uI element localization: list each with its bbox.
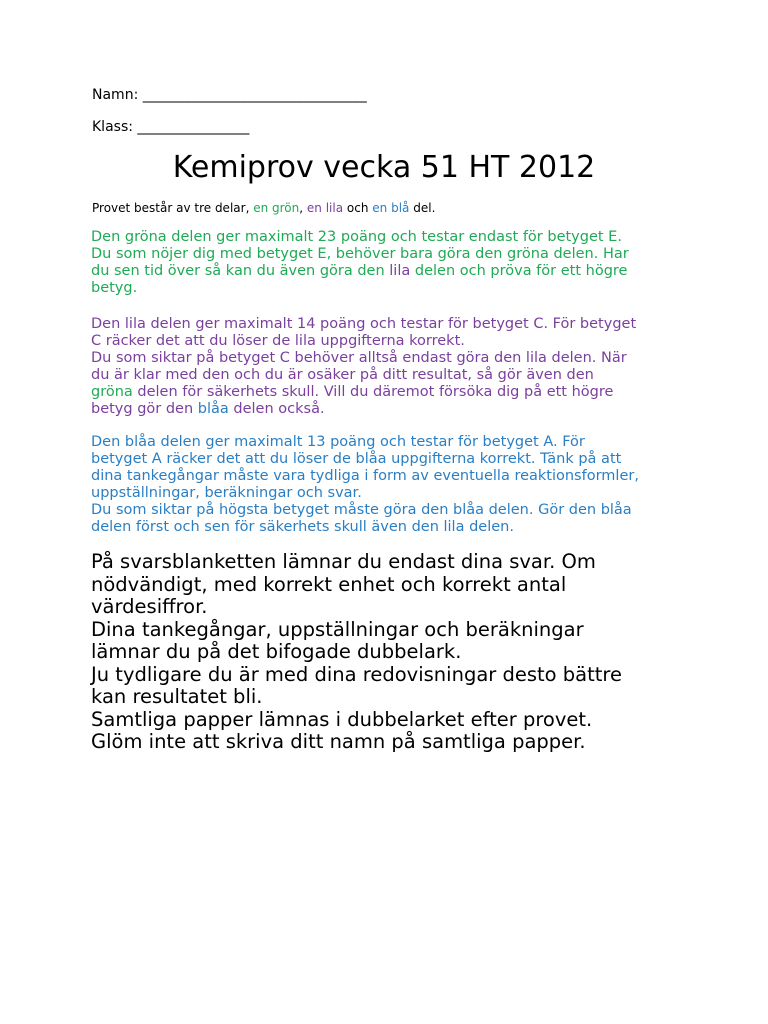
purple-line-part: betyg gör den xyxy=(91,401,194,417)
intro-end: del. xyxy=(413,201,436,215)
blue-line: dina tankegångar måste vara tydliga i form av eventuella reaktionsformler, xyxy=(91,468,639,484)
intro-och: och xyxy=(346,201,369,215)
intro-comma: , xyxy=(299,201,304,215)
green-line: betyg. xyxy=(91,280,138,296)
purple-line: C räcker det att du löser de lila uppgifterna korrekt. xyxy=(91,333,465,349)
instructions xyxy=(91,551,711,754)
purple-line-part: delen också. xyxy=(233,401,325,417)
name-field xyxy=(92,86,367,104)
intro-green: en grön xyxy=(253,201,300,215)
blaa-word: blåa xyxy=(197,401,229,417)
grona-word: gröna xyxy=(91,384,133,400)
green-section xyxy=(91,229,691,297)
purple-section xyxy=(91,316,691,418)
green-line xyxy=(91,263,691,280)
blue-line: betyget A räcker det att du löser de blåa uppgifterna korrekt. Tänk på att xyxy=(91,451,622,467)
green-line-part: delen och pröva för ett högre xyxy=(414,263,628,279)
intro-blue: en blå xyxy=(372,201,410,215)
purple-line xyxy=(91,401,691,418)
class-label: Klass: xyxy=(92,119,133,135)
instruction-line: Glöm inte att skriva ditt namn på samtliga papper. xyxy=(91,730,586,753)
instruction-line: Samtliga papper lämnas i dubbelarket efter provet. xyxy=(91,707,593,731)
blue-line: uppställningar, beräkningar och svar. xyxy=(91,485,362,501)
class-field xyxy=(92,118,249,136)
green-line-part: du sen tid över så kan du även göra den xyxy=(91,263,385,279)
page-title: Kemiprov vecka 51 HT 2012 xyxy=(172,150,596,185)
instruction-line: Dina tankegångar, uppställningar och beräkningar xyxy=(91,617,584,641)
green-line: Du som nöjer dig med betyget E, behöver bara göra den gröna delen. Har xyxy=(91,246,629,262)
intro-text xyxy=(92,200,435,216)
intro-purple: en lila xyxy=(306,201,344,215)
blue-line: Den blåa delen ger maximalt 13 poäng och testar för betyget A. För xyxy=(91,434,585,450)
green-line: Den gröna delen ger maximalt 23 poäng och testar endast för betyget E. xyxy=(91,229,622,245)
purple-line xyxy=(91,384,691,401)
class-blank: ________________ xyxy=(137,119,250,135)
blue-line: delen först och sen för säkerhets skull även den lila delen. xyxy=(91,519,514,535)
instruction-line: kan resultatet bli. xyxy=(91,685,263,708)
name-blank: ________________________________ xyxy=(142,87,367,103)
blue-line: Du som siktar på högsta betyget måste göra den blåa delen. Gör den blåa xyxy=(91,502,632,518)
purple-line: Du som siktar på betyget C behöver alltså endast göra den lila delen. När xyxy=(91,350,627,366)
intro-start: Provet består av tre delar, xyxy=(92,201,250,215)
purple-line: du är klar med den och du är osäker på ditt resultat, så gör även den xyxy=(91,367,594,383)
purple-line-part: delen för säkerhets skull. Vill du däremot försöka dig på ett högre xyxy=(137,384,614,400)
instruction-line: värdesiffror. xyxy=(91,595,208,618)
blue-section xyxy=(91,434,691,536)
instruction-line: lämnar du på det bifogade dubbelark. xyxy=(91,640,462,663)
lila-word: lila xyxy=(389,263,411,279)
name-label: Namn: xyxy=(92,87,139,103)
instruction-line: På svarsblanketten lämnar du endast dina svar. Om xyxy=(91,550,596,573)
purple-line: Den lila delen ger maximalt 14 poäng och testar för betyget C. För betyget xyxy=(91,316,637,332)
instruction-line: nödvändigt, med korrekt enhet och korrekt antal xyxy=(91,572,567,596)
instruction-line: Ju tydligare du är med dina redovisningar desto bättre xyxy=(91,662,622,686)
